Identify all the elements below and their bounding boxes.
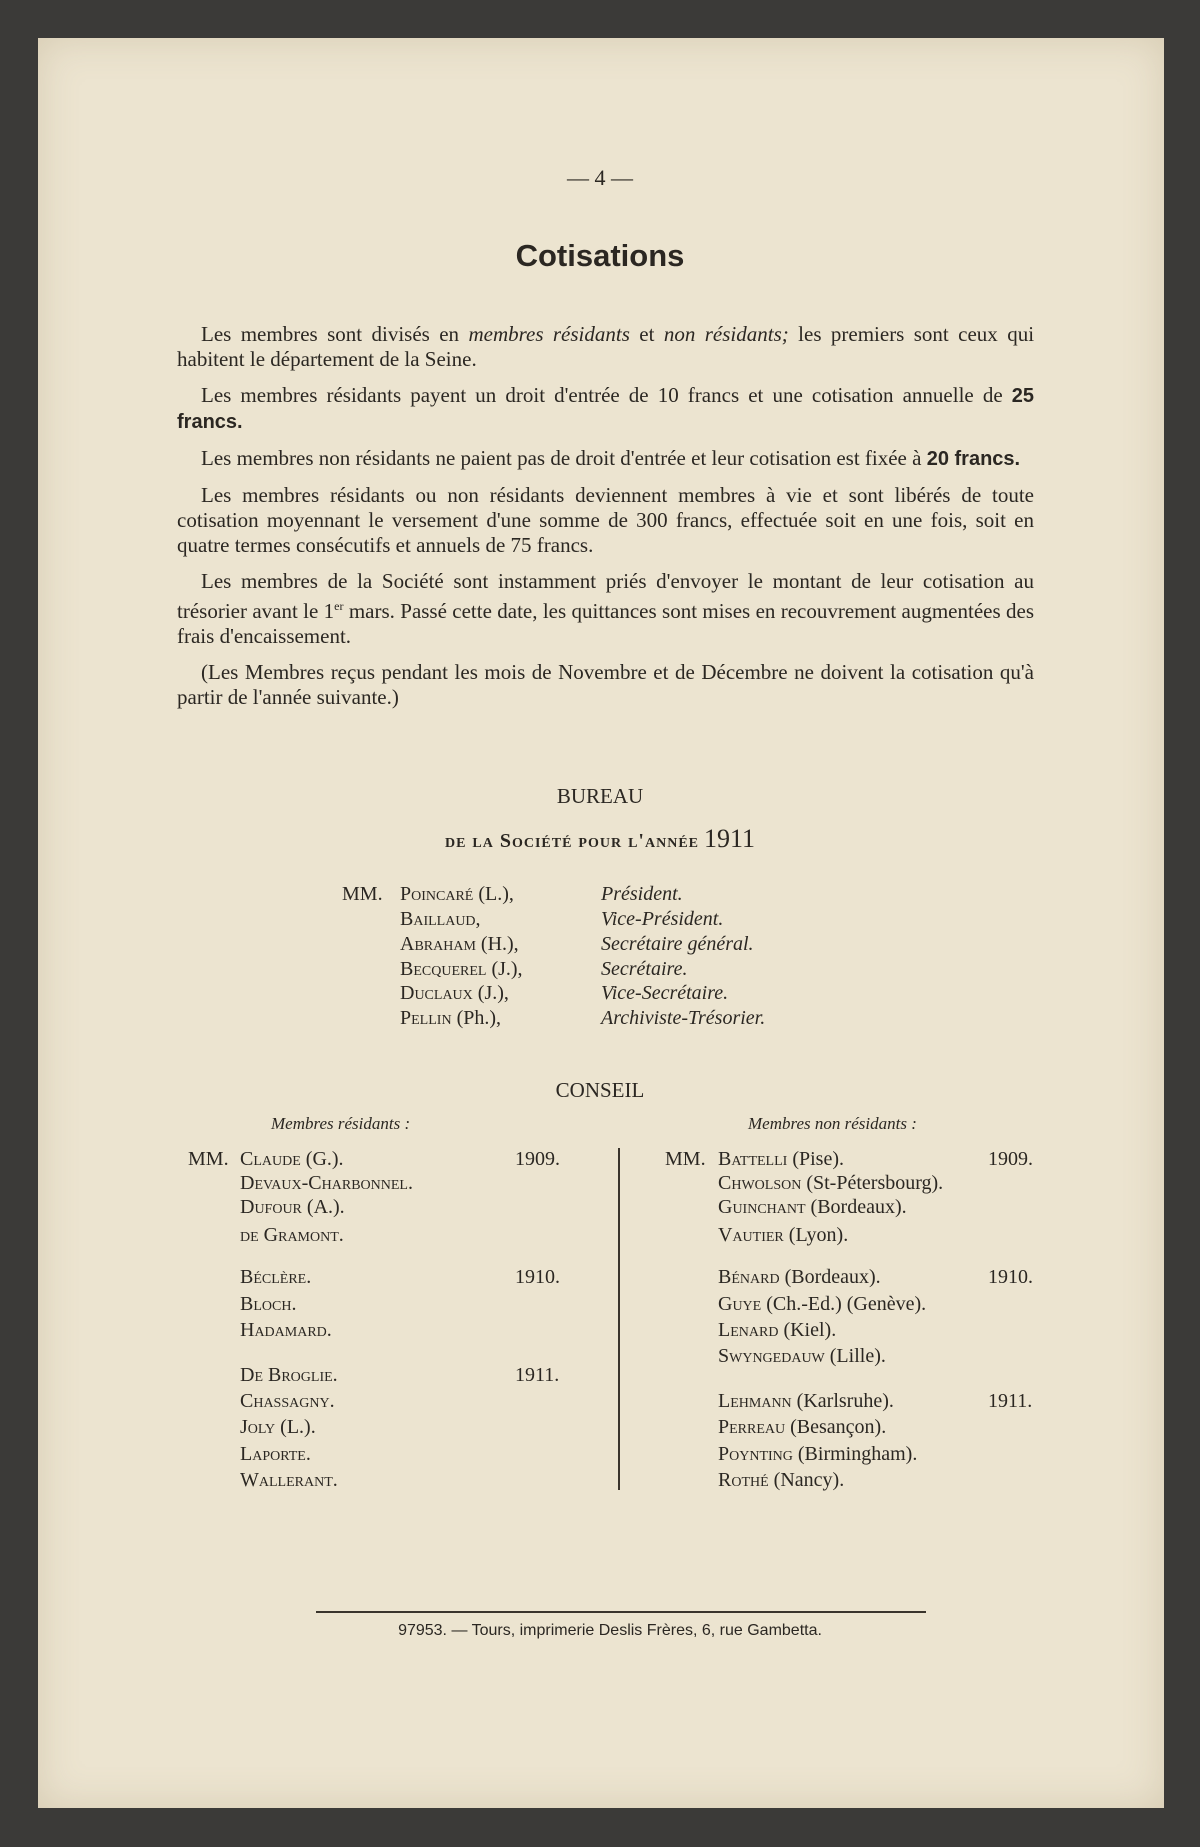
member-name: Poynting [718, 1443, 793, 1465]
council-member [240, 1469, 338, 1492]
council-member [718, 1196, 907, 1219]
council-member [718, 1148, 844, 1171]
council-member [240, 1196, 345, 1219]
bureau-member [400, 933, 519, 956]
election-year: 1910. [515, 1266, 560, 1288]
member-detail: (Ch.-Ed.) (Genève). [761, 1293, 927, 1315]
election-year: 1911. [515, 1364, 560, 1386]
member-role: Président. [601, 883, 683, 905]
paragraph-4: Les membres résidants ou non résidants deviennent membres à vie et sont libérés de toute cotisation moyennant le versement d'une somme de 300 francs, effectuée soit en une fois, soit en quatre termes consécutifs et annuels de 75 francs. [177, 483, 1034, 557]
member-name: Joly [240, 1416, 276, 1438]
member-detail: (St-Pétersbourg). [801, 1172, 944, 1194]
member-detail: (Besançon). [785, 1416, 887, 1438]
page-number: — 4 — [567, 165, 633, 190]
member-name: Lehmann [718, 1390, 792, 1412]
resident-heading: Membres résidants : [271, 1114, 411, 1133]
bureau-member [400, 1007, 501, 1030]
member-name: Perreau [718, 1416, 786, 1438]
member-name: Abraham [400, 933, 476, 955]
council-member [240, 1293, 296, 1316]
member-name: Claude [240, 1148, 301, 1170]
member-detail: (A.). [301, 1196, 345, 1218]
member-detail: (L.). [275, 1416, 316, 1438]
member-detail: (Karlsruhe). [791, 1390, 894, 1412]
paragraph-3: Les membres non résidants ne paient pas de droit d'entrée et leur cotisation est fixée à 20 francs. [201, 446, 1021, 470]
member-name: Pellin [400, 1007, 452, 1029]
member-name: Guinchant [718, 1196, 806, 1218]
council-member [240, 1172, 413, 1195]
paragraph-1: Les membres sont divisés en membres résidants et non résidants; les premiers sont ceux qui habitent le département de la Seine. [177, 322, 1035, 371]
council-member [718, 1319, 836, 1342]
member-name: Battelli [718, 1148, 788, 1170]
member-role: Vice-Secrétaire. [601, 982, 729, 1004]
member-initials: (J.), [472, 982, 509, 1004]
council-member [718, 1390, 894, 1413]
council-member [240, 1416, 316, 1439]
member-detail: (Kiel). [778, 1319, 837, 1341]
member-initials: (J.), [486, 958, 523, 980]
bureau-heading: BUREAU [556, 784, 644, 808]
paragraph-6: (Les Membres reçus pendant les mois de Novembre et de Décembre ne doivent la cotisation qu'à partir de l'année suivante.) [177, 660, 1034, 709]
member-detail: (Birmingham). [792, 1443, 918, 1465]
member-initials: (L.), [473, 883, 514, 905]
council-member [240, 1148, 344, 1171]
member-detail: (Pise). [787, 1148, 844, 1170]
council-member [718, 1443, 917, 1466]
member-name: Swyngedauw [718, 1345, 825, 1367]
bureau-member [400, 883, 514, 906]
member-name: Chassagny. [240, 1390, 335, 1412]
member-name: De Broglie. [240, 1364, 338, 1386]
member-detail: (G.). [300, 1148, 344, 1170]
member-name: Lenard [718, 1319, 779, 1341]
bureau-member [400, 958, 523, 981]
council-member [718, 1293, 926, 1316]
conseil-heading: CONSEIL [555, 1078, 645, 1102]
member-role: Vice-Président. [601, 908, 724, 930]
left-prefix: MM. [188, 1148, 229, 1170]
council-member [240, 1319, 332, 1342]
member-name: Wallerant. [240, 1469, 338, 1491]
member-name: Chwolson [718, 1172, 802, 1194]
member-detail: (Bordeaux). [779, 1266, 881, 1288]
bureau-prefix: MM. [342, 883, 383, 905]
member-initials: (Ph.), [451, 1007, 502, 1029]
bureau-subheading: de la Société pour l'année 1911 [444, 824, 756, 853]
member-name: Duclaux [400, 982, 473, 1004]
council-member [718, 1416, 886, 1439]
nonresident-heading: Membres non résidants : [748, 1114, 917, 1133]
member-name: Poincaré [400, 883, 474, 905]
bureau-member [400, 982, 509, 1005]
member-name: Laporte. [240, 1443, 311, 1465]
member-initials: , [475, 908, 481, 930]
council-member [240, 1443, 311, 1466]
member-name: Rothé [718, 1469, 769, 1491]
printer-footer: 97953. — Tours, imprimerie Deslis Frères, 6, rue Gambetta. [398, 1622, 822, 1639]
council-member [240, 1390, 335, 1413]
council-member [240, 1266, 311, 1289]
member-name: Dufour [240, 1196, 302, 1218]
member-detail: (Lille). [824, 1345, 886, 1367]
member-role: Archiviste-Trésorier. [601, 1007, 766, 1029]
member-name: de Gramont. [240, 1224, 344, 1246]
footer-rule [316, 1611, 926, 1613]
election-year: 1910. [988, 1266, 1033, 1288]
member-name: Vautier [718, 1224, 784, 1246]
council-member [718, 1345, 886, 1368]
member-name: Becquerel [400, 958, 487, 980]
member-detail: (Nancy). [768, 1469, 845, 1491]
member-initials: (H.), [475, 933, 519, 955]
member-detail: (Bordeaux). [805, 1196, 907, 1218]
member-name: Baillaud [400, 908, 476, 930]
election-year: 1909. [988, 1148, 1033, 1170]
member-name: Bénard [718, 1266, 780, 1288]
election-year: 1909. [515, 1148, 560, 1170]
council-member [240, 1364, 338, 1387]
council-member [240, 1224, 344, 1247]
body-text [177, 322, 1034, 721]
paragraph-2: Les membres résidants payent un droit d'entrée de 10 francs et une cotisation annuelle de 25 francs. [177, 383, 1034, 433]
council-member [718, 1172, 943, 1195]
member-role: Secrétaire. [601, 958, 688, 980]
member-detail: (Lyon). [783, 1224, 849, 1246]
council-member [718, 1266, 881, 1289]
right-prefix: MM. [665, 1148, 706, 1170]
member-name: Devaux-Charbonnel. [240, 1172, 413, 1194]
member-name: Bloch. [240, 1293, 297, 1315]
page-title: Cotisations [515, 238, 685, 273]
member-role: Secrétaire général. [601, 933, 754, 955]
member-name: Hadamard. [240, 1319, 332, 1341]
paragraph-5: Les membres de la Société sont instamment priés d'envoyer le montant de leur cotisation au trésorier avant le 1er mars. Passé cette date, les quittances sont mises en recouvrement augmentées des frais d'encaissement. [177, 569, 1034, 648]
column-divider [618, 1148, 620, 1490]
election-year: 1911. [988, 1390, 1033, 1412]
council-member [718, 1224, 848, 1247]
member-name: Guye [718, 1293, 762, 1315]
council-member [718, 1469, 844, 1492]
member-name: Béclère. [240, 1266, 312, 1288]
bureau-member [400, 908, 481, 931]
